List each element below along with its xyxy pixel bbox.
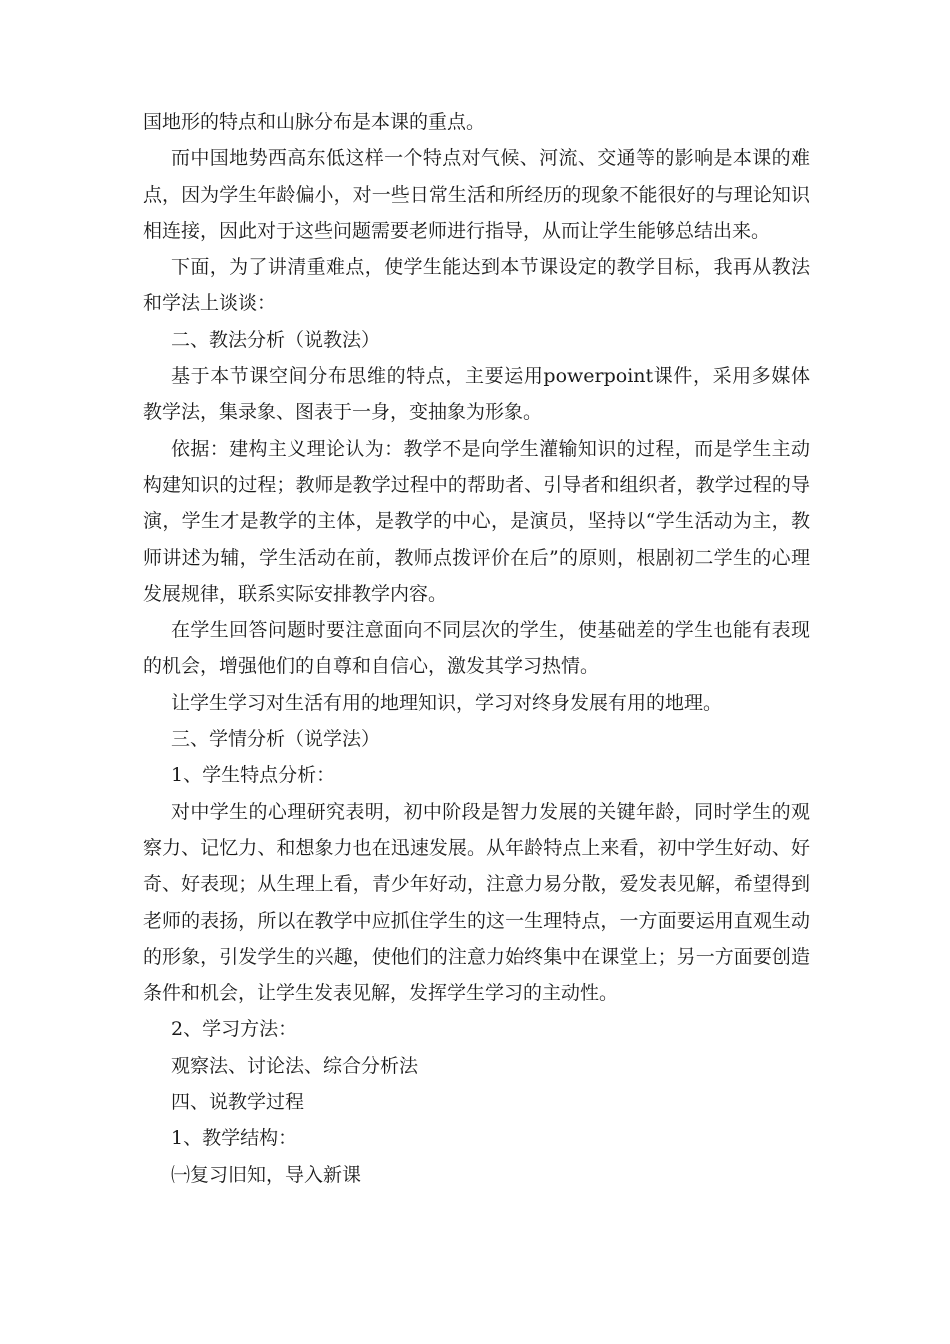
subheading-learning-methods: 2、学习方法： [171,1018,298,1041]
section-heading-teaching-process: 四、说教学过程 [171,1091,305,1114]
paragraph-5: 基于本节课空间分布思维的特点，主要运用powerpoint课件，采用多媒体教学法，集录象、图表于一身，变抽象为形象。 [143,365,810,424]
paragraph-1: 国地形的特点和山脉分布是本课的重点。 [143,111,486,133]
paragraph-6: 依据：建构主义理论认为：教学不是向学生灌输知识的过程，而是学生主动构建知识的过程；教师是教学过程中的帮助者、引导者和组织者，教学过程的导演，学生才是教学的主体，是教学的中心，是演员，坚持以“学生活动为主，教师讲述为辅，学生活动在前，教师点拨评价在后”的原则，根剧初二学生的心理发展规律，联系实际安排教学内容。 [143,437,810,605]
paragraph-8: 让学生学习对生活有用的地理知识，学习对终身发展有用的地理。 [171,691,723,714]
paragraph-2: 而中国地势西高东低这样一个特点对气候、河流、交通等的影响是本课的难点，因为学生年龄偏小，对一些日常生活和所经历的现象不能很好的与理论知识相连接，因此对于这些问题需要老师进行指导，从而让学生能够总结出来。 [143,147,810,242]
paragraph-13: 观察法、讨论法、综合分析法 [171,1054,419,1077]
subheading-teaching-structure: 1、教学结构： [171,1127,298,1150]
section-heading-teaching-method: 二、教法分析（说教法） [171,328,381,351]
paragraph-7: 在学生回答问题时要注意面向不同层次的学生，使基础差的学生也能有表现的机会，增强他们的自尊和自信心，激发其学习热情。 [143,619,810,678]
paragraph-3: 下面，为了讲清重难点，使学生能达到本节课设定的教学目标，我再从教法和学法上谈谈： [143,256,810,315]
document-body [143,104,810,1193]
subheading-review-intro: ㈠复习旧知，导入新课 [171,1163,362,1186]
paragraph-11: 对中学生的心理研究表明，初中阶段是智力发展的关键年龄，同时学生的观察力、记忆力、和想象力也在迅速发展。从年龄特点上来看，初中学生好动、好奇、好表现；从生理上看，青少年好动，注意力易分散，爱发表见解，希望得到老师的表扬，所以在教学中应抓住学生的这一生理特点，一方面要运用直观生动的形象，引发学生的兴趣，使他们的注意力始终集中在课堂上；另一方面要创造条件和机会，让学生发表见解，发挥学生学习的主动性。 [143,800,810,1005]
subheading-student-characteristics: 1、学生特点分析： [171,764,336,787]
section-heading-learning-method: 三、学情分析（说学法） [171,728,381,751]
